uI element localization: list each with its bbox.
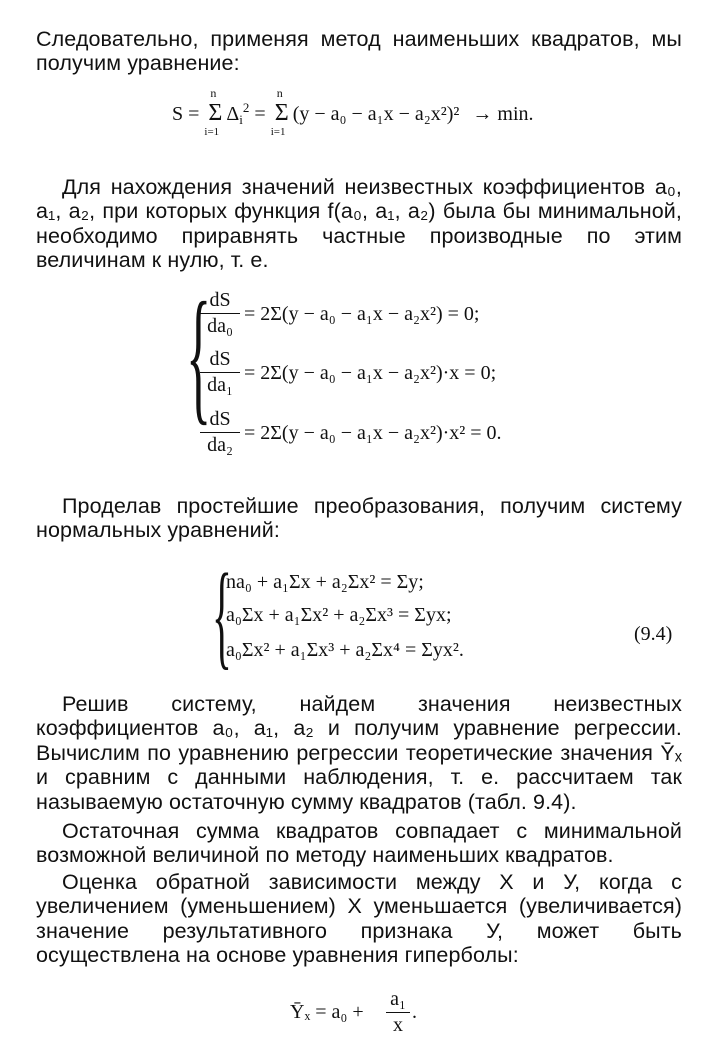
paragraph-4: Решив систему, найдем значения неизвестных коэффициентов a₀, a₁, a₂ и получим уравнение регрессии. Вычислим по уравнению регрессии теоретические значения Ȳₓ и сравним с данными наблюдения, т. е. рассчитаем так называемую остаточную сумму квадратов (табл. 9.4). [36, 692, 682, 814]
system-brace-derivatives: { [186, 272, 212, 438]
hyperbola-period: . [412, 1001, 417, 1023]
fraction-dS-da2: dS da₂ [200, 408, 240, 457]
hyperbola-fraction: a₁ x [386, 988, 410, 1037]
formula-least-squares: S = n Σ i=1 $\Delta_i^2$ = n Σ i=1 (y − a₀ − a₁x − a₂x²)² → min. [172, 86, 534, 138]
equation-number: (9.4) [634, 623, 673, 645]
normal-equation-2: a₀Σx + a₁Σx² + a₂Σx³ = Σyx; [226, 604, 452, 626]
fraction-dS-da1: dS da₁ [200, 348, 240, 397]
hyperbola-formula-left: Ȳₓ = a₀ + [290, 1001, 364, 1023]
paragraph-1: Следовательно, применяя метод наименьших квадратов, мы получим уравнение: [36, 27, 682, 76]
paragraph-2: Для нахождения значений неизвестных коэффициентов a₀, a₁, a₂, при которых функция f(a₀, a₁, a₂) была бы минимальной, необходимо приравнять частные производные по этим величинам к нулю, т. е. [36, 175, 682, 273]
fraction-dS-da0: dS da₀ [200, 289, 240, 338]
derivative-equation-1: = 2Σ(y − a₀ − a₁x − a₂x²) = 0; [244, 303, 480, 325]
system-brace-normal: { [212, 549, 232, 680]
paragraph-5: Остаточная сумма квадратов совпадает с минимальной возможной величиной по методу наименьших квадратов. [36, 819, 682, 868]
normal-equation-3: a₀Σx² + a₁Σx³ + a₂Σx⁴ = Σyx². [226, 639, 464, 661]
derivative-equation-2: = 2Σ(y − a₀ − a₁x − a₂x²)·x = 0; [244, 362, 497, 384]
derivative-equation-3: = 2Σ(y − a₀ − a₁x − a₂x²)·x² = 0. [244, 422, 502, 444]
paragraph-6: Оценка обратной зависимости между Х и У, когда с увеличением (уменьшением) Х уменьшается (увеличивается) значение результативного признака У, может быть осуществлена на основе уравнения гиперболы: [36, 870, 682, 968]
normal-equation-1: na₀ + a₁Σx + a₂Σx² = Σy; [226, 571, 424, 593]
paragraph-3: Проделав простейшие преобразования, получим систему нормальных уравнений: [36, 494, 682, 543]
